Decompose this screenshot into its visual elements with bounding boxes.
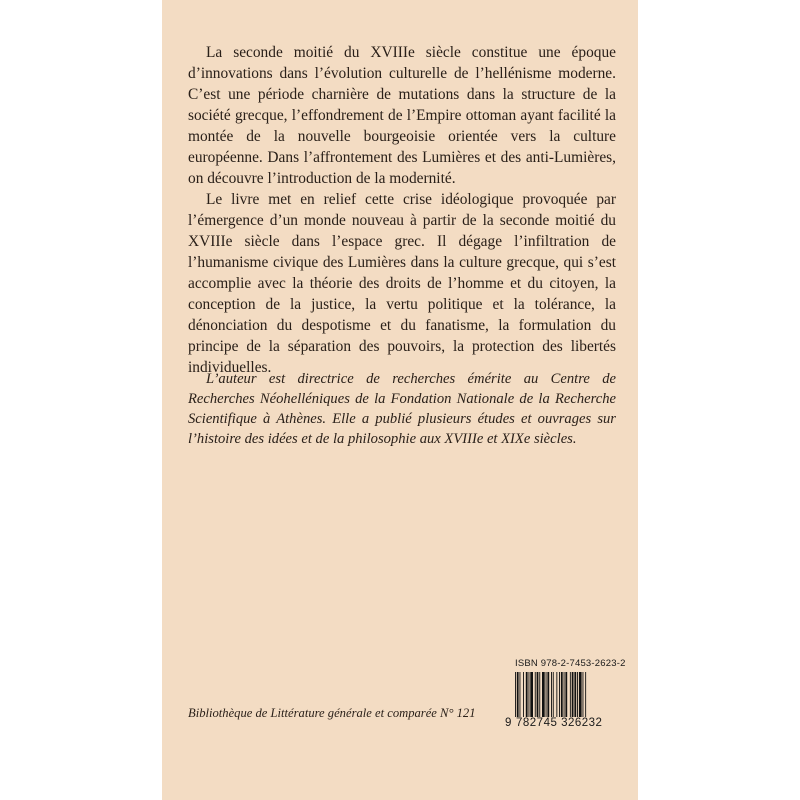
book-blurb xyxy=(188,42,616,378)
series-title: Bibliothèque de Littérature générale et comparée N° 121 xyxy=(188,706,476,720)
blurb-paragraph-1: La seconde moitié du XVIIIe siècle constitue une époque d’innovations dans l’évolution culturelle de l’hellénisme moderne. C’est une période charnière de mutations dans la structure de la société grecque, l’effondrement de l’Empire ottoman ayant facilité la montée de la nouvelle bourgeoisie orientée vers la culture européenne. Dans l’affrontement des Lumières et des anti-Lumières, on découvre l’introduction de la modernité. xyxy=(188,44,616,187)
barcode xyxy=(505,672,615,732)
barcode-digits xyxy=(505,717,615,729)
barcode-number: 782745 326232 xyxy=(516,717,603,729)
barcode-first-digit: 9 xyxy=(505,717,512,729)
author-note: L’auteur est directrice de recherches émérite au Centre de Recherches Néohelléniques de la Fondation Nationale de la Recherche Scientifique à Athènes. Elle a publié plusieurs études et ouvrages sur l’histoire des idées et de la philosophie aux XVIIIe et XIXe siècles. xyxy=(188,370,616,447)
isbn-block xyxy=(505,658,626,732)
blurb-paragraph-2: Le livre met en relief cette crise idéologique provoquée par l’émergence d’un monde nouveau à partir de la seconde moitié du XVIIIe siècle dans l’espace grec. Il dégage l’infiltration de l’humanisme civique des Lumières dans la culture grecque, qui s’est accomplie avec la théorie des droits de l’homme et du citoyen, la conception de la justice, la vertu politique et la tolérance, la dénonciation du despotisme et du fanatisme, la formulation du principe de la séparation des pouvoirs, la protection des libertés individuelles. xyxy=(188,191,616,376)
isbn-label: ISBN 978-2-7453-2623-2 xyxy=(515,658,626,669)
